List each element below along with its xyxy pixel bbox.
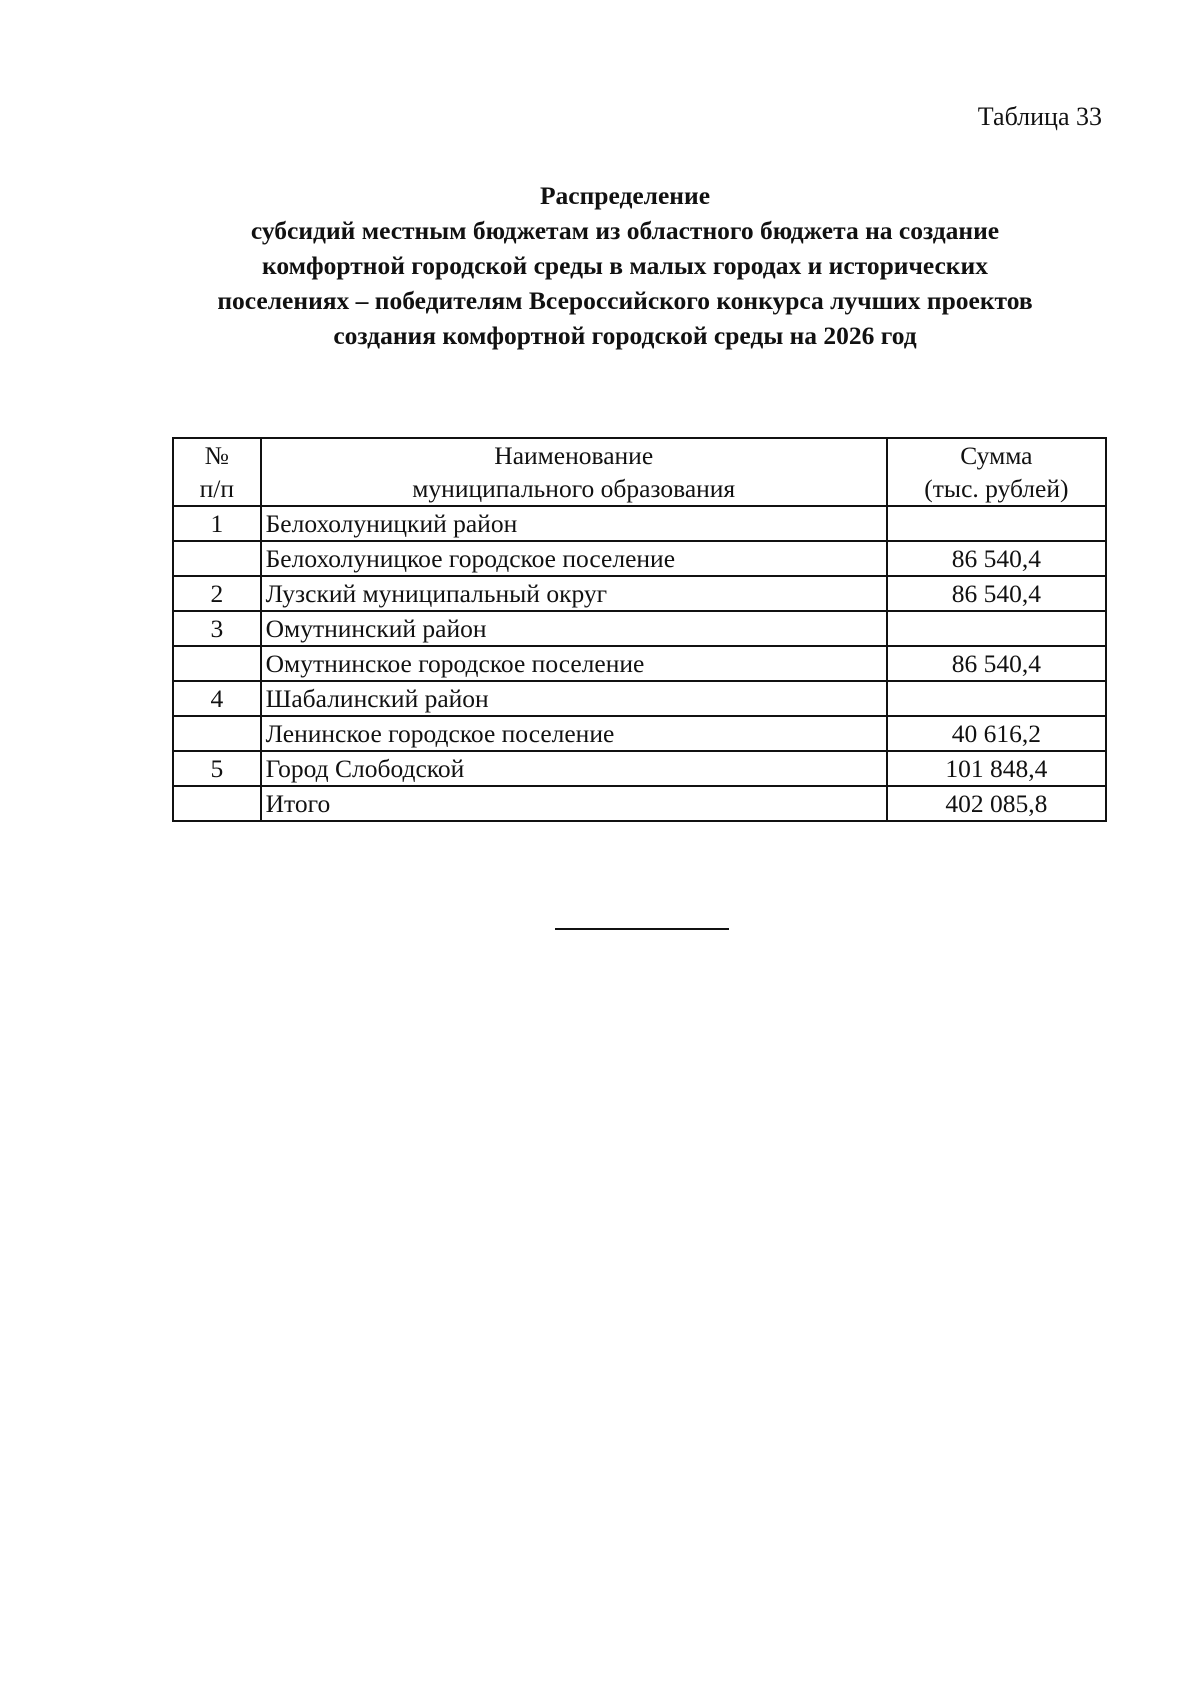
row-name: Белохолуницкое городское поселение (261, 541, 887, 576)
row-sum: 86 540,4 (887, 576, 1106, 611)
table-header-row (173, 438, 1106, 506)
total-row (173, 786, 1106, 821)
row-name: Шабалинский район (261, 681, 887, 716)
table-row (173, 576, 1106, 611)
row-name: Лузский муниципальный округ (261, 576, 887, 611)
row-name: Омутнинское городское поселение (261, 646, 887, 681)
row-number (173, 646, 261, 681)
document-title (120, 178, 1130, 353)
table-row (173, 681, 1106, 716)
end-divider (555, 928, 729, 930)
title-line: комфортной городской среды в малых городах и исторических (262, 251, 988, 280)
header-sum (887, 438, 1106, 506)
table-row (173, 716, 1106, 751)
total-label: Итого (261, 786, 887, 821)
row-number: 5 (173, 751, 261, 786)
row-number (173, 786, 261, 821)
table-row (173, 541, 1106, 576)
header-number-line: п/п (199, 474, 235, 503)
header-number (173, 438, 261, 506)
header-name-line: Наименование (494, 441, 654, 470)
row-number: 4 (173, 681, 261, 716)
subsidy-table (172, 437, 1107, 822)
row-name: Город Слободской (261, 751, 887, 786)
title-line: создания комфортной городской среды на 2026 год (333, 321, 917, 350)
header-sum-line: (тыс. рублей) (924, 474, 1069, 503)
table-row (173, 506, 1106, 541)
header-name-line: муниципального образования (412, 474, 736, 503)
table-row (173, 751, 1106, 786)
row-sum: 101 848,4 (887, 751, 1106, 786)
header-sum-line: Сумма (960, 441, 1033, 470)
row-number (173, 541, 261, 576)
row-sum (887, 681, 1106, 716)
row-name: Омутнинский район (261, 611, 887, 646)
row-sum: 86 540,4 (887, 541, 1106, 576)
table-row (173, 611, 1106, 646)
table-row (173, 646, 1106, 681)
row-number: 2 (173, 576, 261, 611)
row-name: Белохолуницкий район (261, 506, 887, 541)
row-sum: 86 540,4 (887, 646, 1106, 681)
title-line: субсидий местным бюджетам из областного бюджета на создание (250, 216, 1000, 245)
row-sum: 40 616,2 (887, 716, 1106, 751)
row-name: Ленинское городское поселение (261, 716, 887, 751)
title-line: Распределение (539, 181, 711, 210)
title-line: поселениях – победителям Всероссийского конкурса лучших проектов (217, 286, 1033, 315)
table-number: Таблица 33 (977, 102, 1102, 131)
header-number-line: № (204, 441, 229, 470)
header-name (261, 438, 887, 506)
total-sum: 402 085,8 (887, 786, 1106, 821)
row-sum (887, 506, 1106, 541)
row-sum (887, 611, 1106, 646)
row-number: 1 (173, 506, 261, 541)
row-number (173, 716, 261, 751)
row-number: 3 (173, 611, 261, 646)
